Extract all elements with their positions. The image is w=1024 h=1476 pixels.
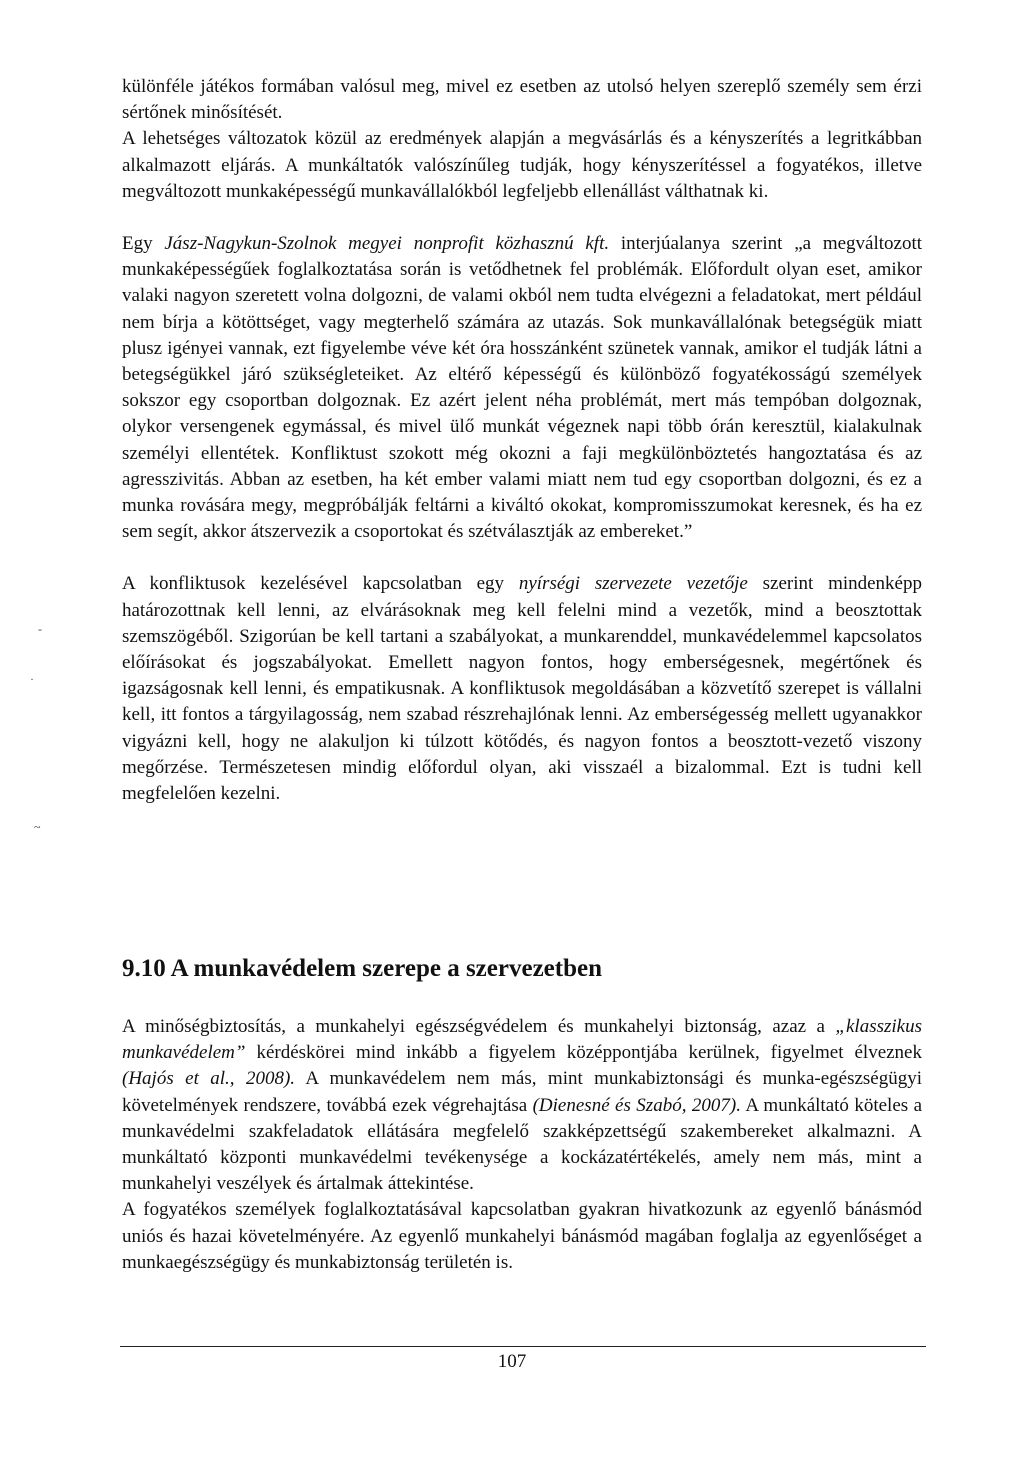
text-run: kérdéskörei mind inkább a figyelem középpontjába kerülnek, figyelmet élveznek bbox=[245, 1042, 922, 1064]
italic-run: „klasszikus munkavédelem” bbox=[122, 1016, 922, 1064]
italic-run: Jász-Nagykun-Szolnok megyei nonprofit közhasznú kft. bbox=[164, 233, 610, 255]
scan-mark: - bbox=[38, 622, 42, 636]
scan-mark: ~ bbox=[34, 820, 41, 834]
text-run: interjúalanya szerint „a megváltozott munkaképességűek foglalkoztatása során is vetődhetnek fel problémák. Előfordult olyan eset, amikor valaki nagyon szeretett volna dolgozni, de valami okból nem tudta elvégezni a feladatokat, mert például nem bírja a kötöttséget, vagy megterhelő számára az utazás. Sok munkavállalónak betegségük miatt plusz igényei vannak, ezt figyelembe véve két óra hosszánként szünetek vannak, amikor el tudják látni a betegségükkel járó szükségleteiket. Az eltérő képességű és különböző fogyatékosságú személyek sokszor egy csoportban dolgoznak. Ez azért jelent néha problémát, mert más tempóban dolgoznak, olykor versengenek egymással, és mivel ülő munkát végeznek napi több órán keresztül, kialakulnak személyi ellentétek. Konfliktust szokott még okozni a faji megkülönböztetés hangoztatása és az agresszivitás. Abban az esetben, ha két ember valami miatt nem tud egy csoportban dolgozni, és ez a munka rovására megy, megpróbálják feltárni a kiváltó okokat, kompromisszumokat keresnek, és ha ez sem segít, akkor átszervezik a csoportokat és szétválasztják az embereket.” bbox=[122, 233, 923, 543]
citation: (Hajós et al., 2008). bbox=[122, 1068, 296, 1090]
text-run: A munkavédelem nem más, mint munkabiztonsági és munka-egészségügyi követelmények rendszere, továbbá ezek végrehajtása bbox=[122, 1068, 922, 1116]
paragraph-equal-treatment: A fogyatékos személyek foglalkoztatásával kapcsolatban gyakran hivatkozunk az egyenlő bánásmód uniós és hazai követelményére. Az egyenlő munkahelyi bánásmód magában foglalja az egyenlőséget a munkaegészségügy és munkabiztonság területén is. bbox=[122, 1199, 922, 1273]
text-run: Egy bbox=[122, 233, 165, 255]
page-number: 107 bbox=[497, 1351, 527, 1372]
paragraph-conflict-management bbox=[122, 571, 922, 807]
section-body bbox=[122, 1014, 922, 1276]
text-run: A konfliktusok kezelésével kapcsolatban egy bbox=[122, 573, 519, 595]
paragraph-occupational-safety bbox=[122, 1014, 922, 1197]
paragraph-intro: különféle játékos formában valósul meg, mivel ez esetben az utolsó helyen szereplő személy sem érzi sértőnek minősítését. bbox=[122, 76, 922, 124]
paragraph-alternatives: A lehetséges változatok közül az eredmények alapján a megvásárlás és a kényszerítés a legritkábban alkalmazott eljárás. A munkáltatók valószínűleg tudják, hogy kényszerítéssel a fogyatékos, illetve megváltozott munkaképességű munkavállalókból legfeljebb ellenállást válthatnak ki. bbox=[122, 128, 922, 202]
main-text bbox=[122, 74, 922, 807]
section-heading-wrap bbox=[122, 954, 602, 984]
text-run: A munkáltató köteles a munkavédelmi szakfeladatok ellátására megfelelő szakképzettségű szakembereket alkalmazni. A munkáltató központi munkavédelmi tevékenysége a kockázatértékelés, amely nem más, mint a munkahelyi veszélyek és ártalmak áttekintése. bbox=[122, 1094, 922, 1195]
text-run: A minőségbiztosítás, a munkahelyi egészségvédelem és munkahelyi biztonság, azaz a bbox=[122, 1016, 836, 1037]
text-run: szerint mindenképp határozottnak kell lenni, az elvárásoknak meg kell felelni mind a vezetők, mind a beosztottak szemszögéből. Szigorúan be kell tartani a szabályokat, a munkarenddel, munkavédelemmel kapcsolatos előírásokat és jogszabályokat. Emellett nagyon fontos, hogy emberségesnek, megértőnek és igazságosnak kell lenni, és empatikusnak. A konfliktusok megoldásában a közvetítő szerepet is vállalni kell, itt fontos a tárgyilagosság, nem szabad részrehajlónak lenni. Az emberségesség mellett ugyanakkor vigyázni kell, hogy ne alakuljon ki túlzott kötődés, és nagyon fontos a beosztott-vezető viszony megőrzése. Természetesen mindig előfordul olyan, aki visszaél a bizalommal. Ezt is tudni kell megfelelően kezelni. bbox=[122, 573, 922, 805]
italic-run: nyírségi szervezete vezetője bbox=[518, 573, 748, 595]
scan-mark: · bbox=[30, 672, 34, 686]
paragraph-interview-jasz bbox=[122, 231, 922, 545]
footer-divider bbox=[120, 1346, 926, 1347]
section-heading: 9.10 A munkavédelem szerepe a szervezetben bbox=[122, 955, 602, 982]
citation: (Dienesné és Szabó, 2007). bbox=[532, 1094, 741, 1116]
